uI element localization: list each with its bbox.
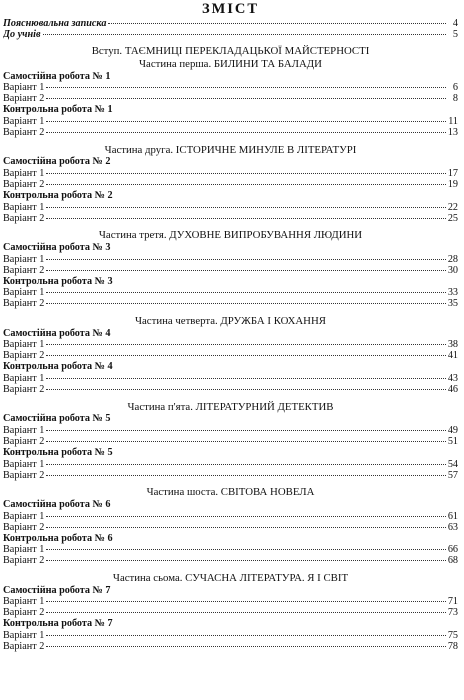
toc-entry-page-number: 28 — [447, 253, 458, 265]
toc-entry-label: Варіант 1 — [3, 253, 45, 265]
toc-entry[interactable] — [3, 384, 458, 395]
part-heading — [3, 144, 458, 157]
dot-leader — [46, 516, 446, 517]
toc-entry-page-number: 43 — [447, 372, 458, 384]
section-title: Контрольна робота № 6 — [3, 532, 113, 544]
dot-leader — [46, 635, 446, 636]
toc-entry-label: Варіант 1 — [3, 458, 45, 470]
toc-entry-explanatory-note[interactable] — [3, 18, 458, 29]
toc-entry[interactable] — [3, 544, 458, 555]
toc-entry[interactable] — [3, 630, 458, 641]
dot-leader — [46, 549, 446, 550]
dot-leader — [46, 464, 446, 465]
dot-leader — [43, 34, 446, 35]
toc-entry-page-number: 46 — [447, 384, 458, 396]
section-title: Самостійна робота № 4 — [3, 327, 111, 339]
toc-entry-page-number: 35 — [447, 298, 458, 310]
toc-entry[interactable] — [3, 265, 458, 276]
toc-entry[interactable] — [3, 555, 458, 566]
dot-leader — [46, 430, 446, 431]
section-title: Контрольна робота № 5 — [3, 447, 113, 459]
toc-entry-label: Варіант 2 — [3, 641, 45, 653]
toc-entry-label: Варіант 2 — [3, 93, 45, 105]
dot-leader — [46, 218, 446, 219]
toc-entry-page-number: 33 — [447, 287, 458, 299]
toc-entry[interactable] — [3, 82, 458, 93]
part-heading — [3, 486, 458, 499]
toc-entry-page-number: 54 — [447, 458, 458, 470]
toc-entry[interactable] — [3, 522, 458, 533]
part-heading-text: Частина друга. ІСТОРИЧНЕ МИНУЛЕ В ЛІТЕРАТУРІ — [104, 143, 357, 156]
toc-entry-page-number: 5 — [452, 29, 458, 41]
toc-entry-label: Варіант 1 — [3, 167, 45, 179]
dot-leader — [46, 378, 446, 379]
section-title: Самостійна робота № 2 — [3, 156, 111, 168]
toc-entry-label: Варіант 2 — [3, 350, 45, 362]
part-heading — [3, 58, 458, 71]
section-title: Контрольна робота № 7 — [3, 618, 113, 630]
toc-entry-label: Варіант 2 — [3, 298, 45, 310]
part-heading-text: Частина шоста. СВІТОВА НОВЕЛА — [146, 486, 315, 499]
toc-entry-label: Варіант 2 — [3, 179, 45, 190]
toc-entry[interactable] — [3, 339, 458, 350]
introduction-heading — [3, 45, 458, 58]
toc-entry-label: Варіант 2 — [3, 436, 45, 448]
section-title: Самостійна робота № 7 — [3, 584, 111, 596]
section-title: Контрольна робота № 4 — [3, 361, 113, 373]
part-heading — [3, 401, 458, 414]
dot-leader — [46, 207, 446, 208]
toc-entry-page-number: 38 — [447, 339, 458, 351]
toc-entry-page-number: 41 — [447, 350, 458, 362]
toc-entry-page-number: 73 — [447, 607, 458, 619]
section-title: Самостійна робота № 3 — [3, 242, 111, 254]
dot-leader — [46, 121, 446, 122]
section-title: Контрольна робота № 3 — [3, 275, 113, 287]
section-title: Самостійна робота № 5 — [3, 413, 111, 425]
toc-entry[interactable] — [3, 254, 458, 265]
toc-entry-label: Варіант 1 — [3, 596, 45, 608]
dot-leader — [46, 646, 446, 647]
toc-entry-page-number: 71 — [447, 596, 458, 608]
toc-entry-page-number: 22 — [447, 201, 458, 213]
toc-entry[interactable] — [3, 425, 458, 436]
toc-entry[interactable] — [3, 298, 458, 309]
toc-entry[interactable] — [3, 373, 458, 384]
part-heading-text: Частина третя. ДУХОВНЕ ВИПРОБУВАННЯ ЛЮДИНИ — [98, 229, 363, 242]
toc-entry-page-number: 63 — [447, 521, 458, 533]
introduction-heading-text: Вступ. ТАЄМНИЦІ ПЕРЕКЛАДАЦЬКОЇ МАЙСТЕРНОСТІ — [91, 45, 370, 58]
toc-entry-label: Варіант 2 — [3, 555, 45, 567]
dot-leader — [46, 344, 446, 345]
toc-entry[interactable] — [3, 179, 458, 190]
part-heading — [3, 572, 458, 585]
toc-entry-page-number: 57 — [447, 469, 458, 481]
section-title: Контрольна робота № 2 — [3, 190, 113, 202]
toc-entry-label: Варіант 1 — [3, 82, 45, 94]
toc-parts-list — [3, 58, 458, 652]
toc-entry[interactable] — [3, 116, 458, 127]
toc-entry-page-number: 61 — [447, 510, 458, 522]
dot-leader — [108, 23, 446, 24]
toc-entry-page-number: 25 — [447, 212, 458, 224]
dot-leader — [46, 355, 446, 356]
toc-entry[interactable] — [3, 511, 458, 522]
toc-entry-label: Варіант 2 — [3, 127, 45, 139]
toc-entry[interactable] — [3, 350, 458, 361]
dot-leader — [46, 87, 446, 88]
toc-entry-label: Варіант 1 — [3, 510, 45, 522]
toc-entry-label: Варіант 2 — [3, 264, 45, 276]
part-heading — [3, 315, 458, 328]
toc-entry[interactable] — [3, 436, 458, 447]
dot-leader — [46, 303, 446, 304]
toc-entry-page-number: 6 — [452, 82, 458, 94]
toc-entry-label: Варіант 1 — [3, 115, 45, 127]
toc-entry-page-number: 75 — [447, 630, 458, 641]
dot-leader — [46, 173, 446, 174]
part-heading — [3, 229, 458, 242]
toc-entry-page-number: 78 — [447, 641, 458, 653]
part-heading-text: Частина четверта. ДРУЖБА І КОХАННЯ — [135, 314, 326, 327]
toc-entry[interactable] — [3, 596, 458, 607]
toc-entry-page-number: 17 — [447, 167, 458, 179]
toc-entry-label: Варіант 2 — [3, 469, 45, 481]
toc-entry-label: Варіант 1 — [3, 424, 45, 436]
dot-leader — [46, 475, 446, 476]
toc-entry-label: Варіант 1 — [3, 339, 45, 351]
dot-leader — [46, 184, 446, 185]
toc-entry[interactable] — [3, 127, 458, 138]
toc-entry-label: Варіант 2 — [3, 384, 45, 396]
toc-entry-page-number: 49 — [447, 424, 458, 436]
toc-entry-label: Пояснювальна записка — [3, 18, 107, 29]
dot-leader — [46, 527, 446, 528]
page-title: ЗМІСТ — [201, 1, 260, 17]
toc-entry-label: Варіант 1 — [3, 630, 45, 641]
toc-entry[interactable] — [3, 213, 458, 224]
toc-entry-page-number: 66 — [447, 544, 458, 556]
toc-entry[interactable] — [3, 459, 458, 470]
part-heading-text: Частина перша. БИЛИНИ ТА БАЛАДИ — [139, 57, 322, 70]
toc-entry-label: Варіант 2 — [3, 521, 45, 533]
dot-leader — [46, 270, 446, 271]
toc-entry-page-number: 68 — [447, 555, 458, 567]
section-title: Контрольна робота № 1 — [3, 104, 113, 116]
dot-leader — [46, 601, 446, 602]
dot-leader — [46, 612, 446, 613]
toc-entry-page-number: 19 — [447, 179, 458, 190]
toc-entry[interactable] — [3, 607, 458, 618]
dot-leader — [46, 441, 446, 442]
toc-entry-to-students[interactable] — [3, 29, 458, 40]
part-heading-text: Частина сьома. СУЧАСНА ЛІТЕРАТУРА. Я І СВІТ — [112, 571, 349, 584]
dot-leader — [46, 292, 446, 293]
part-heading-text: Частина п'ята. ЛІТЕРАТУРНИЙ ДЕТЕКТИВ — [127, 400, 334, 413]
toc-entry-page-number: 51 — [447, 436, 458, 448]
toc-entry-label: До учнів — [3, 29, 41, 41]
toc-entry-label: Варіант 1 — [3, 544, 45, 556]
toc-entry-page-number: 8 — [452, 93, 458, 105]
dot-leader — [46, 132, 446, 133]
toc-entry-label: Варіант 2 — [3, 607, 45, 619]
toc-entry[interactable] — [3, 287, 458, 298]
toc-entry[interactable] — [3, 93, 458, 104]
dot-leader — [46, 98, 446, 99]
section-title: Самостійна робота № 6 — [3, 499, 111, 511]
toc-entry-label: Варіант 1 — [3, 201, 45, 213]
toc-entry-page-number: 11 — [448, 115, 458, 127]
toc-entry-page-number: 30 — [447, 264, 458, 276]
dot-leader — [46, 560, 446, 561]
toc-entry[interactable] — [3, 202, 458, 213]
toc-entry-page-number: 4 — [452, 18, 458, 29]
toc-entry-label: Варіант 1 — [3, 372, 45, 384]
dot-leader — [46, 389, 446, 390]
section-title: Самостійна робота № 1 — [3, 70, 111, 82]
dot-leader — [46, 259, 446, 260]
toc-entry-page-number: 13 — [447, 127, 458, 139]
toc-entry[interactable] — [3, 641, 458, 652]
toc-entry-label: Варіант 2 — [3, 212, 45, 224]
toc-entry-label: Варіант 1 — [3, 287, 45, 299]
toc-entry[interactable] — [3, 168, 458, 179]
toc-entry[interactable] — [3, 470, 458, 481]
